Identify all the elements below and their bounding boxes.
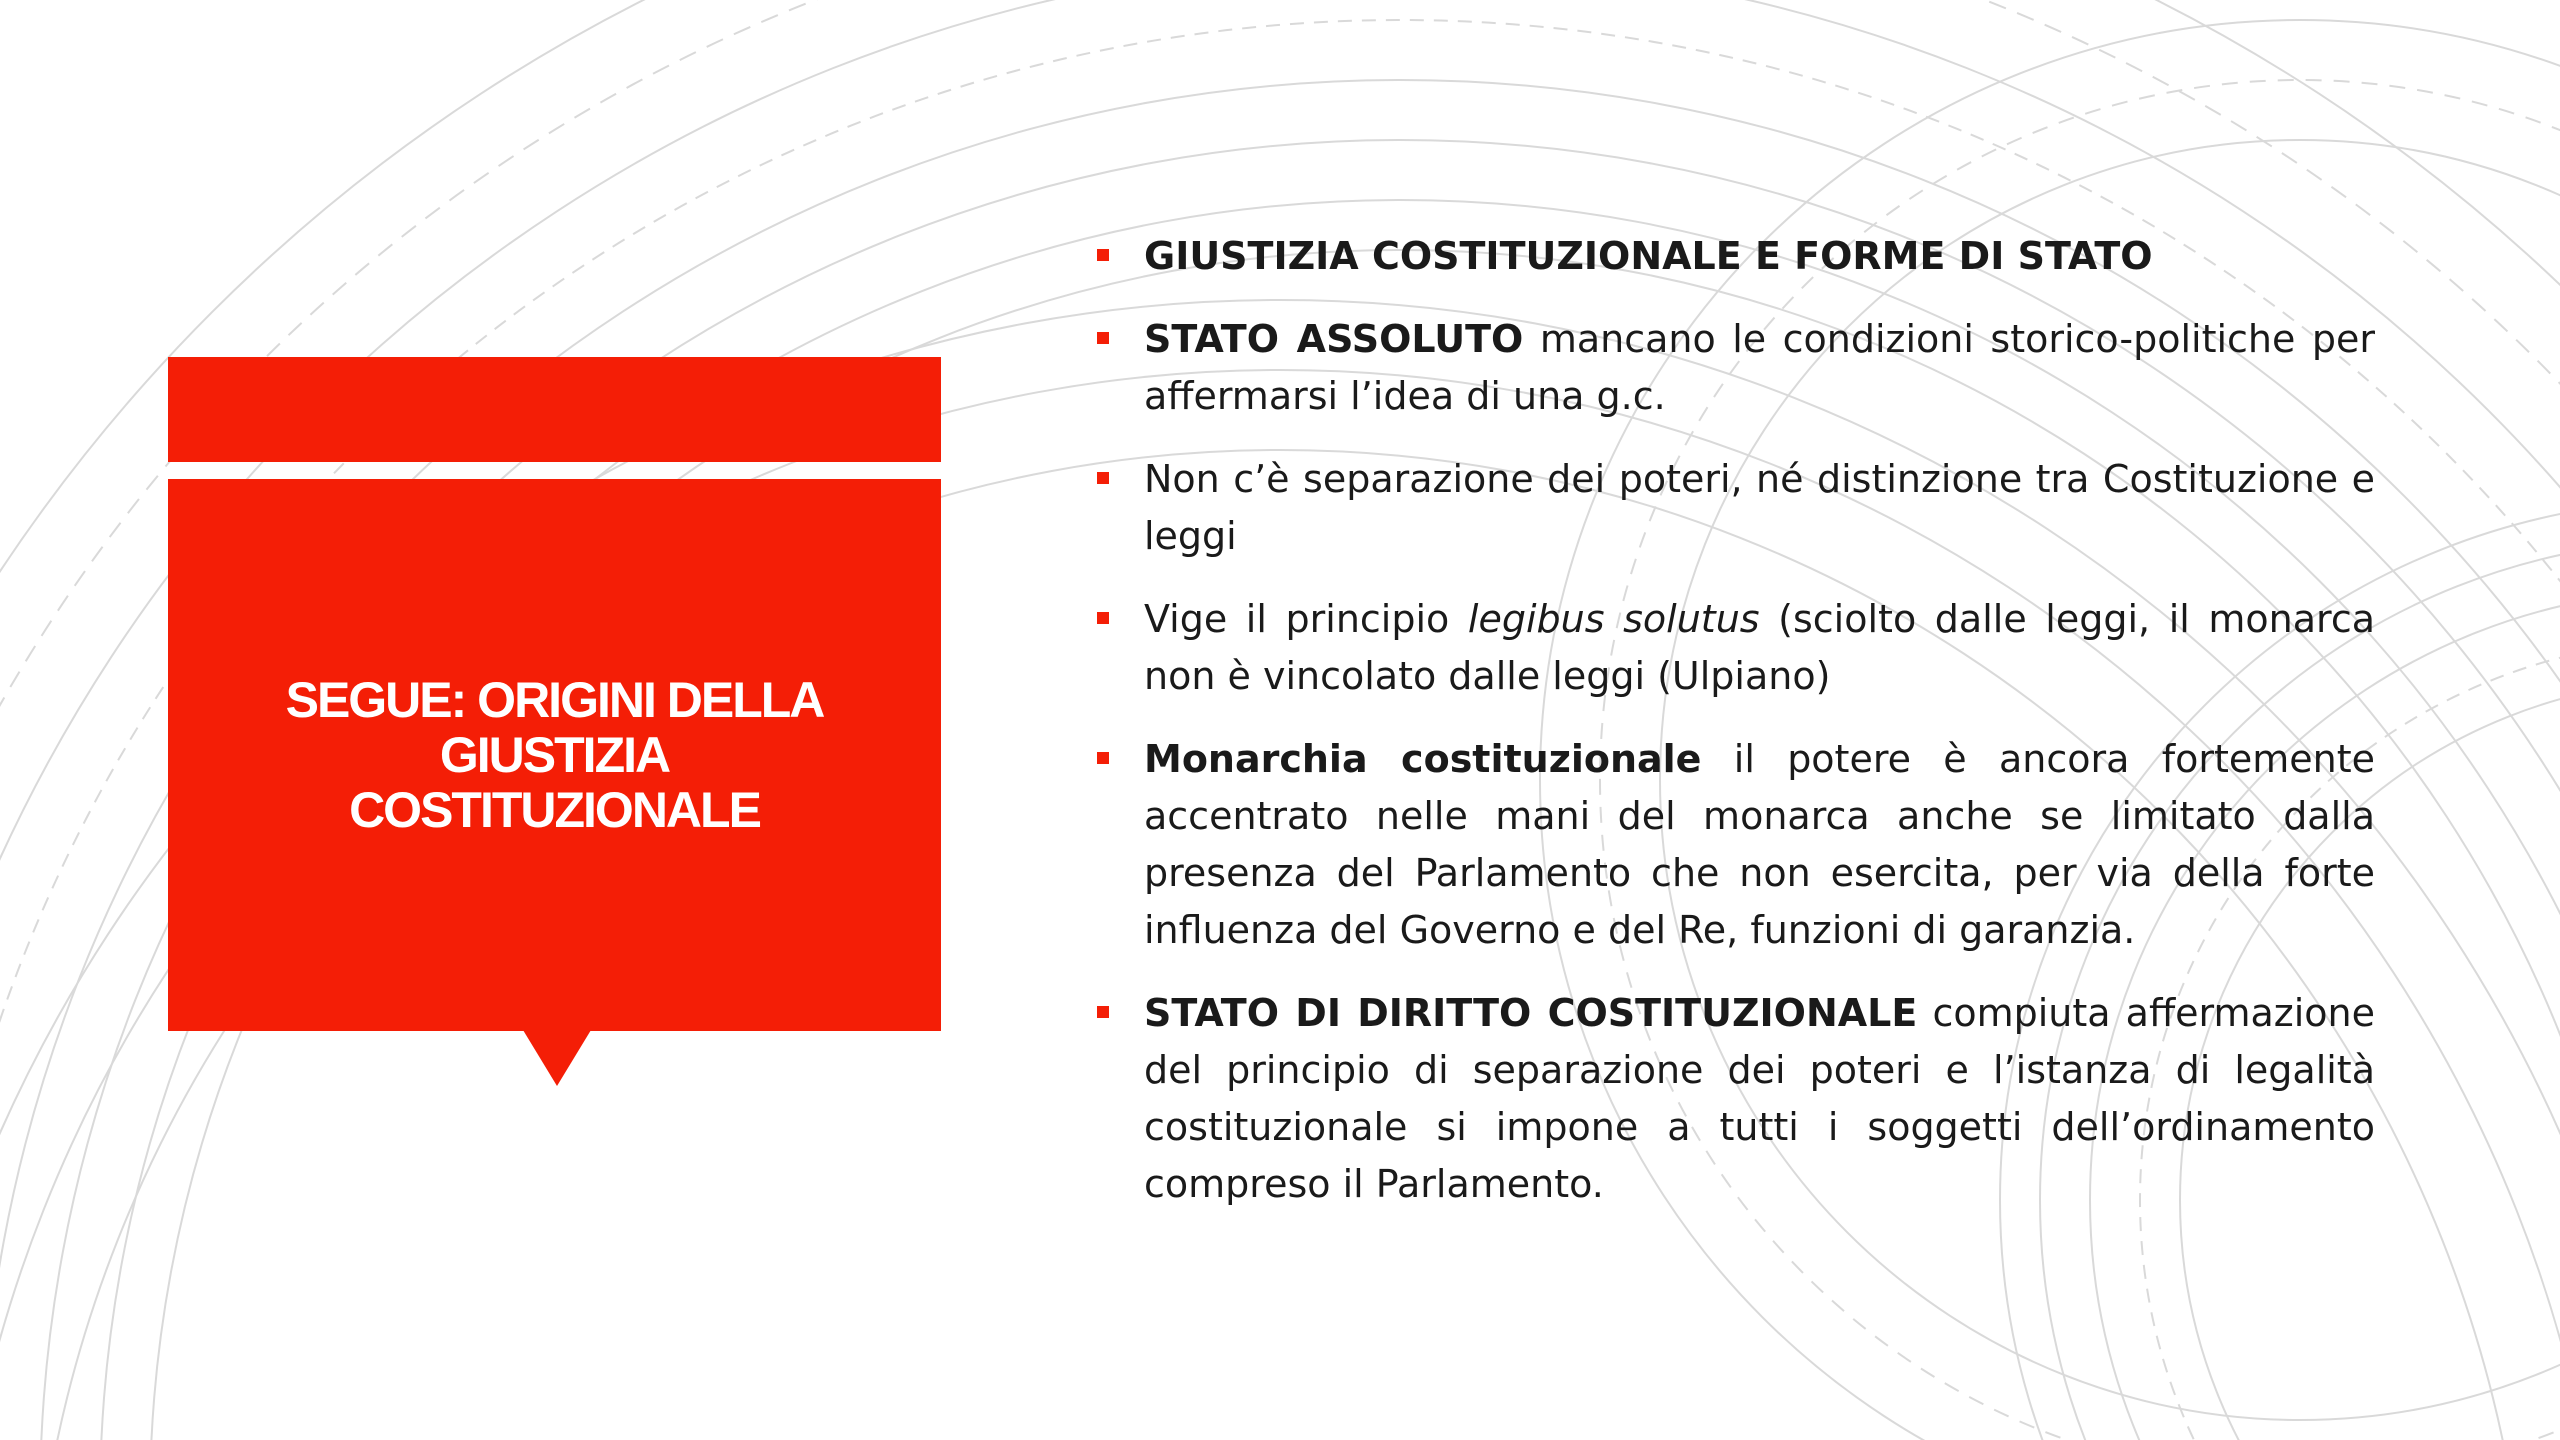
title-box <box>168 479 941 1031</box>
bullet-text-after: (sciolto dalle leggi, il monarca non è vincolato dalle leggi (Ulpiano) <box>1144 597 2376 698</box>
bullet-item <box>1097 731 2375 959</box>
bullet-item <box>1097 451 2375 565</box>
bullet-bold-text: Monarchia costituzionale <box>1144 737 1702 781</box>
bullet-italic-text: legibus solutus <box>1467 597 1760 641</box>
bullet-item <box>1097 591 2375 705</box>
red-square-bullet-icon <box>1097 752 1109 764</box>
slide-title: SEGUE: ORIGINI DELLA GIUSTIZIA COSTITUZIONALE <box>285 671 824 838</box>
bullet-text: mancano le condizioni storico-politiche per affermarsi l’idea di una g.c. <box>1144 317 2375 418</box>
red-square-bullet-icon <box>1097 332 1109 344</box>
bullet-text-before: Vige il principio <box>1144 597 1468 641</box>
bullet-item <box>1097 228 2375 285</box>
bullet-bold-text: STATO ASSOLUTO <box>1144 317 1524 361</box>
bullet-text: compiuta affermazione del principio di separazione dei poteri e l’istanza di legalità costituzionale si impone a tutti i soggetti dell’ordinamento compreso il Parlamento. <box>1144 991 2375 1206</box>
bullet-text: il potere è ancora fortemente accentrato nelle mani del monarca anche se limitato dalla presenza del Parlamento che non esercita, per via della forte influenza del Governo e del Re, funzioni di garanzia. <box>1144 737 2376 952</box>
bullet-bold-text: STATO DI DIRITTO COSTITUZIONALE <box>1144 991 1918 1035</box>
bullet-item <box>1097 985 2375 1213</box>
bullet-list <box>1097 228 2375 1239</box>
red-square-bullet-icon <box>1097 472 1109 484</box>
red-square-bullet-icon <box>1097 612 1109 624</box>
title-accent-bar <box>168 357 941 462</box>
bullet-text: Non c’è separazione dei poteri, né distinzione tra Costituzione e leggi <box>1144 457 2375 558</box>
title-box-pointer <box>523 1030 591 1086</box>
bullet-bold-text: GIUSTIZIA COSTITUZIONALE E FORME DI STATO <box>1144 234 2153 278</box>
red-square-bullet-icon <box>1097 249 1109 261</box>
red-square-bullet-icon <box>1097 1006 1109 1018</box>
bullet-item <box>1097 311 2375 425</box>
